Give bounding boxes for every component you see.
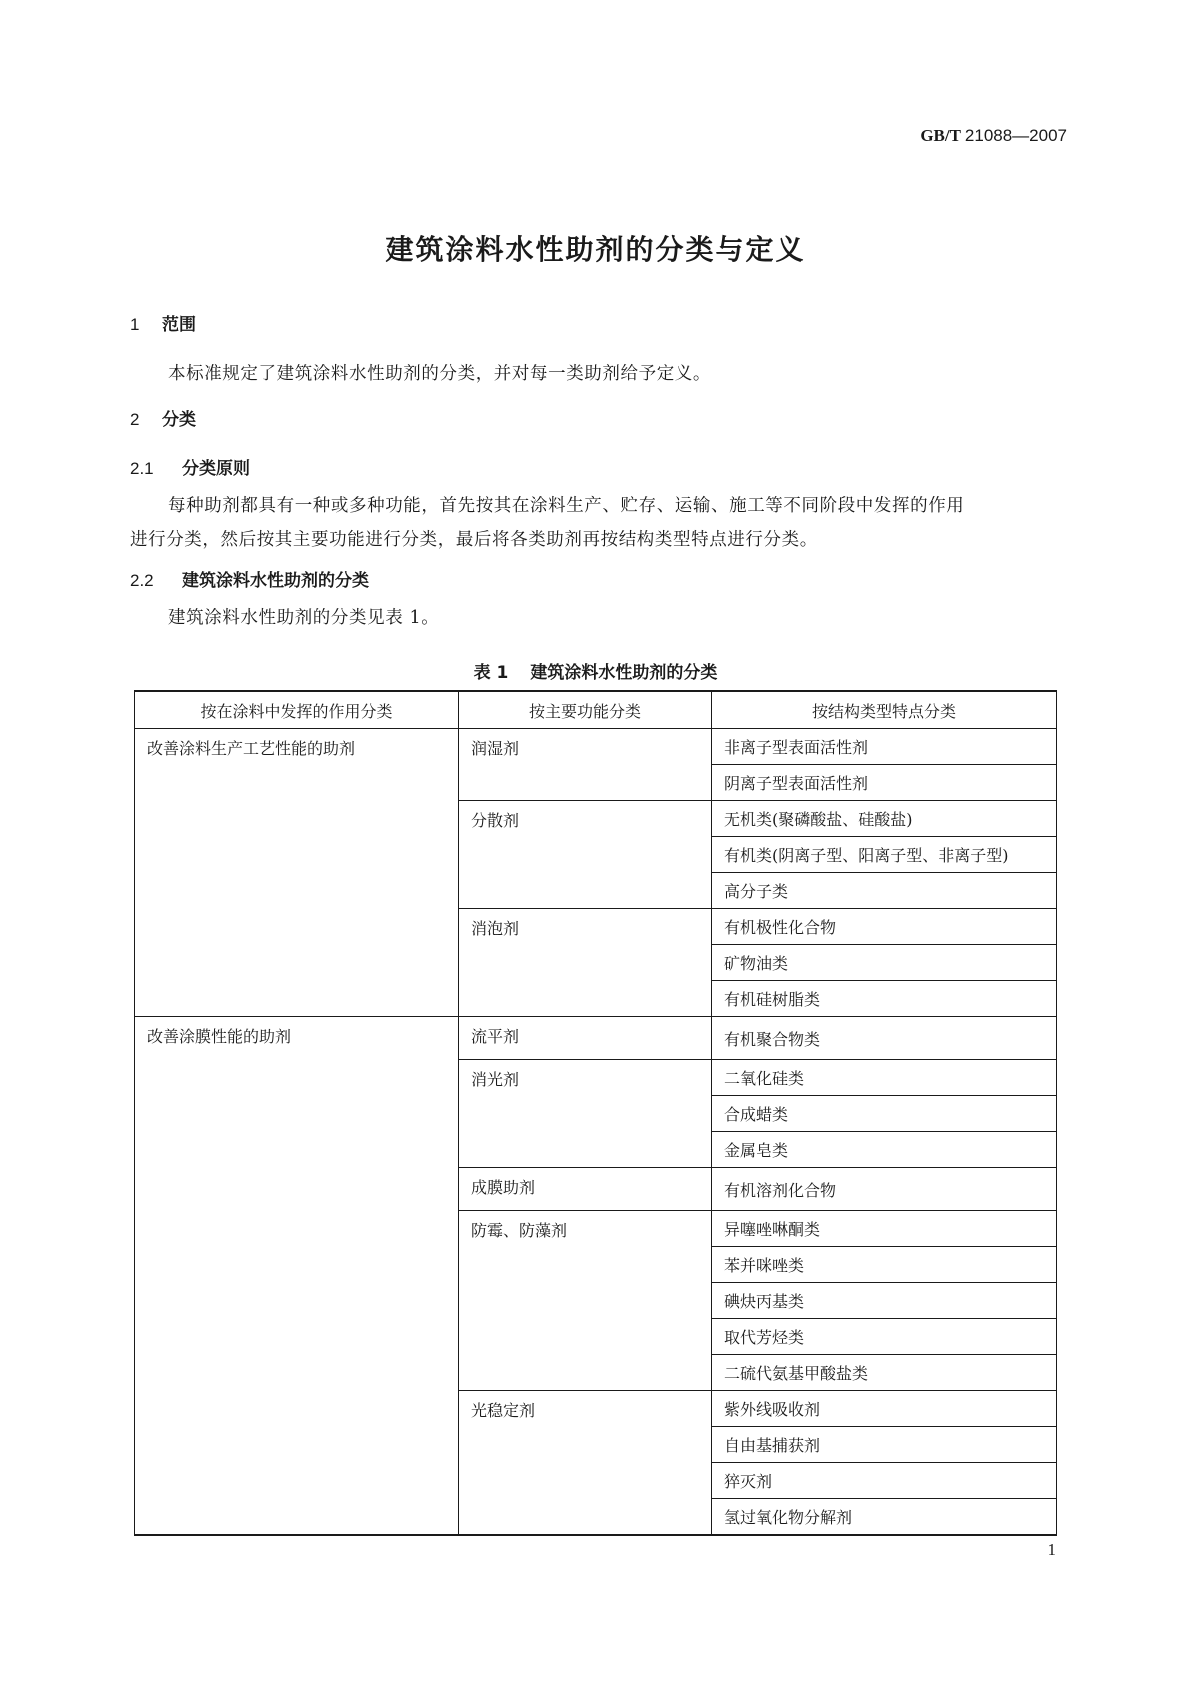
column-header-function: 按主要功能分类 — [459, 691, 712, 729]
table-caption — [0, 658, 1191, 683]
cell-structure-type: 有机聚合物类 — [712, 1017, 1057, 1060]
section-2-2-heading — [130, 566, 369, 591]
cell-structure-type: 有机类(阴离子型、阳离子型、非离子型) — [712, 837, 1057, 873]
cell-structure-type: 二硫代氨基甲酸盐类 — [712, 1355, 1057, 1391]
cell-function: 成膜助剂 — [459, 1168, 712, 1211]
column-header-role: 按在涂料中发挥的作用分类 — [135, 691, 459, 729]
cell-function: 润湿剂 — [459, 729, 712, 801]
section-number: 2 — [130, 410, 140, 429]
section-2-2-text: 建筑涂料水性助剂的分类见表 1。 — [168, 608, 440, 628]
cell-structure-type: 紫外线吸收剂 — [712, 1391, 1057, 1427]
table-row — [135, 729, 1057, 765]
cell-structure-type: 二氧化硅类 — [712, 1060, 1057, 1096]
cell-structure-type: 金属皂类 — [712, 1132, 1057, 1168]
cell-structure-type: 碘炔丙基类 — [712, 1283, 1057, 1319]
section-2-1-text-line2: 进行分类，然后按其主要功能进行分类，最后将各类助剂再按结构类型特点进行分类。 — [130, 530, 818, 550]
cell-structure-type: 高分子类 — [712, 873, 1057, 909]
section-2-heading — [130, 405, 196, 430]
cell-structure-type: 猝灭剂 — [712, 1463, 1057, 1499]
cell-role: 改善涂料生产工艺性能的助剂 — [135, 729, 459, 1017]
cell-function: 光稳定剂 — [459, 1391, 712, 1536]
standard-code-number: 21088—2007 — [964, 126, 1067, 145]
cell-structure-type: 有机溶剂化合物 — [712, 1168, 1057, 1211]
column-header-structure: 按结构类型特点分类 — [712, 691, 1057, 729]
cell-structure-type: 无机类(聚磷酸盐、硅酸盐) — [712, 801, 1057, 837]
section-1-text: 本标准规定了建筑涂料水性助剂的分类，并对每一类助剂给予定义。 — [168, 364, 711, 384]
section-number: 2.1 — [130, 459, 154, 478]
section-number: 1 — [130, 315, 140, 334]
cell-function: 流平剂 — [459, 1017, 712, 1060]
table-caption-title: 建筑涂料水性助剂的分类 — [530, 663, 718, 683]
section-title: 建筑涂料水性助剂的分类 — [182, 571, 369, 591]
section-title: 分类原则 — [182, 459, 250, 479]
cell-structure-type: 有机极性化合物 — [712, 909, 1057, 945]
cell-function: 消泡剂 — [459, 909, 712, 1017]
section-2-1-text-line1: 每种助剂都具有一种或多种功能，首先按其在涂料生产、贮存、运输、施工等不同阶段中发挥的作用 — [168, 496, 965, 516]
standard-code — [920, 126, 1067, 146]
table-body — [135, 729, 1057, 1536]
cell-structure-type: 氢过氧化物分解剂 — [712, 1499, 1057, 1536]
cell-structure-type: 异噻唑啉酮类 — [712, 1211, 1057, 1247]
document-title: 建筑涂料水性助剂的分类与定义 — [385, 233, 806, 266]
section-1-heading — [130, 310, 196, 335]
section-number: 2.2 — [130, 571, 154, 590]
cell-structure-type: 取代芳烃类 — [712, 1319, 1057, 1355]
cell-function: 防霉、防藻剂 — [459, 1211, 712, 1391]
classification-table — [134, 690, 1057, 1536]
cell-structure-type: 非离子型表面活性剂 — [712, 729, 1057, 765]
section-title: 范围 — [162, 315, 196, 335]
page-number: 1 — [1047, 1540, 1056, 1559]
table-caption-number: 表 1 — [473, 663, 509, 683]
table-row — [135, 1017, 1057, 1060]
cell-function: 分散剂 — [459, 801, 712, 909]
cell-structure-type: 苯并咪唑类 — [712, 1247, 1057, 1283]
cell-structure-type: 矿物油类 — [712, 945, 1057, 981]
cell-structure-type: 自由基捕获剂 — [712, 1427, 1057, 1463]
section-title: 分类 — [162, 410, 196, 430]
cell-function: 消光剂 — [459, 1060, 712, 1168]
cell-role: 改善涂膜性能的助剂 — [135, 1017, 459, 1536]
cell-structure-type: 有机硅树脂类 — [712, 981, 1057, 1017]
section-2-1-heading — [130, 454, 250, 479]
standard-code-prefix: GB/T — [920, 126, 961, 145]
table-header-row — [135, 691, 1057, 729]
cell-structure-type: 合成蜡类 — [712, 1096, 1057, 1132]
cell-structure-type: 阴离子型表面活性剂 — [712, 765, 1057, 801]
